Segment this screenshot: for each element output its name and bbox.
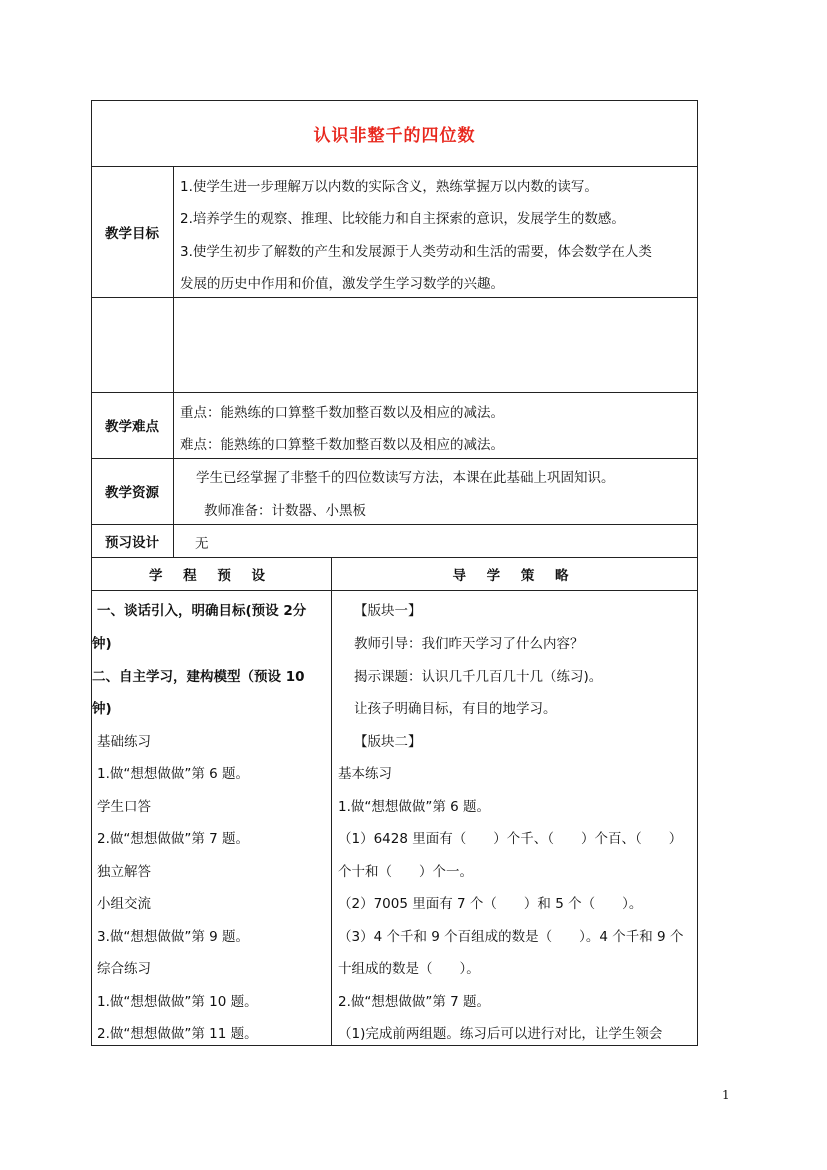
right-line: 教师引导：我们昨天学习了什么内容？	[354, 636, 584, 652]
objective-line: 2.培养学生的观察、推理、比较能力和自主探索的意识，发展学生的数感。	[180, 211, 625, 227]
left-line: 1.做“想想做做”第 10 题。	[97, 994, 258, 1010]
right-line: 揭示课题：认识几千几百几十几（练习)。	[354, 669, 603, 685]
page-title: 认识非整千的四位数	[313, 125, 476, 146]
right-line: 十组成的数是（ ）。	[338, 961, 480, 977]
difficulty-line: 重点：能熟练的口算整千数加整百数以及相应的减法。	[180, 405, 504, 421]
left-line: 二、自主学习，建构模型（预设 10	[92, 669, 305, 685]
right-line: 【版块二】	[354, 734, 422, 750]
row-divider	[91, 392, 698, 393]
right-line: （2）7005 里面有 7 个（ ）和 5 个（ ）。	[338, 896, 643, 912]
right-line: 个十和（ ）个一。	[338, 864, 473, 880]
left-column-header: 学 程 预 设	[148, 568, 274, 584]
row-divider	[91, 166, 698, 167]
right-line: （1)完成前两组题。练习后可以进行对比，让学生领会	[338, 1026, 663, 1042]
resources-line: 学生已经掌握了非整千的四位数读写方法，本课在此基础上巩固知识。	[196, 470, 615, 486]
left-line: 钟)	[92, 701, 112, 717]
right-line: 让孩子明确目标，有目的地学习。	[354, 701, 557, 717]
objective-line: 1.使学生进一步理解万以内数的实际含义，熟练掌握万以内数的读写。	[180, 179, 598, 195]
row-divider	[91, 524, 698, 525]
left-line: 学生口答	[97, 799, 151, 815]
right-line: 【版块一】	[354, 603, 422, 619]
left-line: 基础练习	[97, 734, 151, 750]
resources-line: 教师准备：计数器、小黑板	[204, 503, 366, 519]
right-line: （1）6428 里面有（ ）个千、（ ）个百、（ ）	[338, 831, 683, 847]
left-line: 2.做“想想做做”第 11 题。	[97, 1026, 258, 1042]
objective-line: 3.使学生初步了解数的产生和发展源于人类劳动和生活的需要，体会数学在人类	[180, 244, 652, 260]
right-line: 2.做“想想做做”第 7 题。	[338, 994, 491, 1010]
left-line: 3.做“想想做做”第 9 题。	[97, 929, 250, 945]
row-divider	[91, 458, 698, 459]
resources-label: 教学资源	[105, 485, 159, 501]
difficulty-label: 教学难点	[105, 419, 159, 435]
column-divider	[331, 557, 332, 1046]
right-line: 基本练习	[338, 766, 392, 782]
preview-label: 预习设计	[105, 534, 159, 551]
left-line: 一、谈话引入，明确目标(预设 2分	[97, 603, 307, 619]
right-line: （3）4 个千和 9 个百组成的数是（ ）。4 个千和 9 个	[338, 929, 684, 945]
page-number: 1	[722, 1088, 730, 1102]
left-line: 2.做“想想做做”第 7 题。	[97, 831, 250, 847]
objectives-label: 教学目标	[105, 225, 159, 242]
left-line: 综合练习	[97, 961, 151, 977]
left-line: 1.做“想想做做”第 6 题。	[97, 766, 250, 782]
column-divider	[173, 166, 174, 557]
left-line: 钟)	[92, 636, 112, 652]
difficulty-line: 难点：能熟练的口算整千数加整百数以及相应的减法。	[180, 437, 504, 453]
right-line: 1.做“想想做做”第 6 题。	[338, 799, 491, 815]
left-line: 小组交流	[97, 896, 151, 912]
row-divider	[91, 297, 698, 298]
right-column-header: 导 学 策 略	[452, 568, 577, 584]
objective-line: 发展的历史中作用和价值，激发学生学习数学的兴趣。	[180, 276, 504, 292]
row-divider	[91, 590, 698, 591]
preview-value: 无	[195, 536, 209, 552]
left-line: 独立解答	[97, 864, 151, 880]
